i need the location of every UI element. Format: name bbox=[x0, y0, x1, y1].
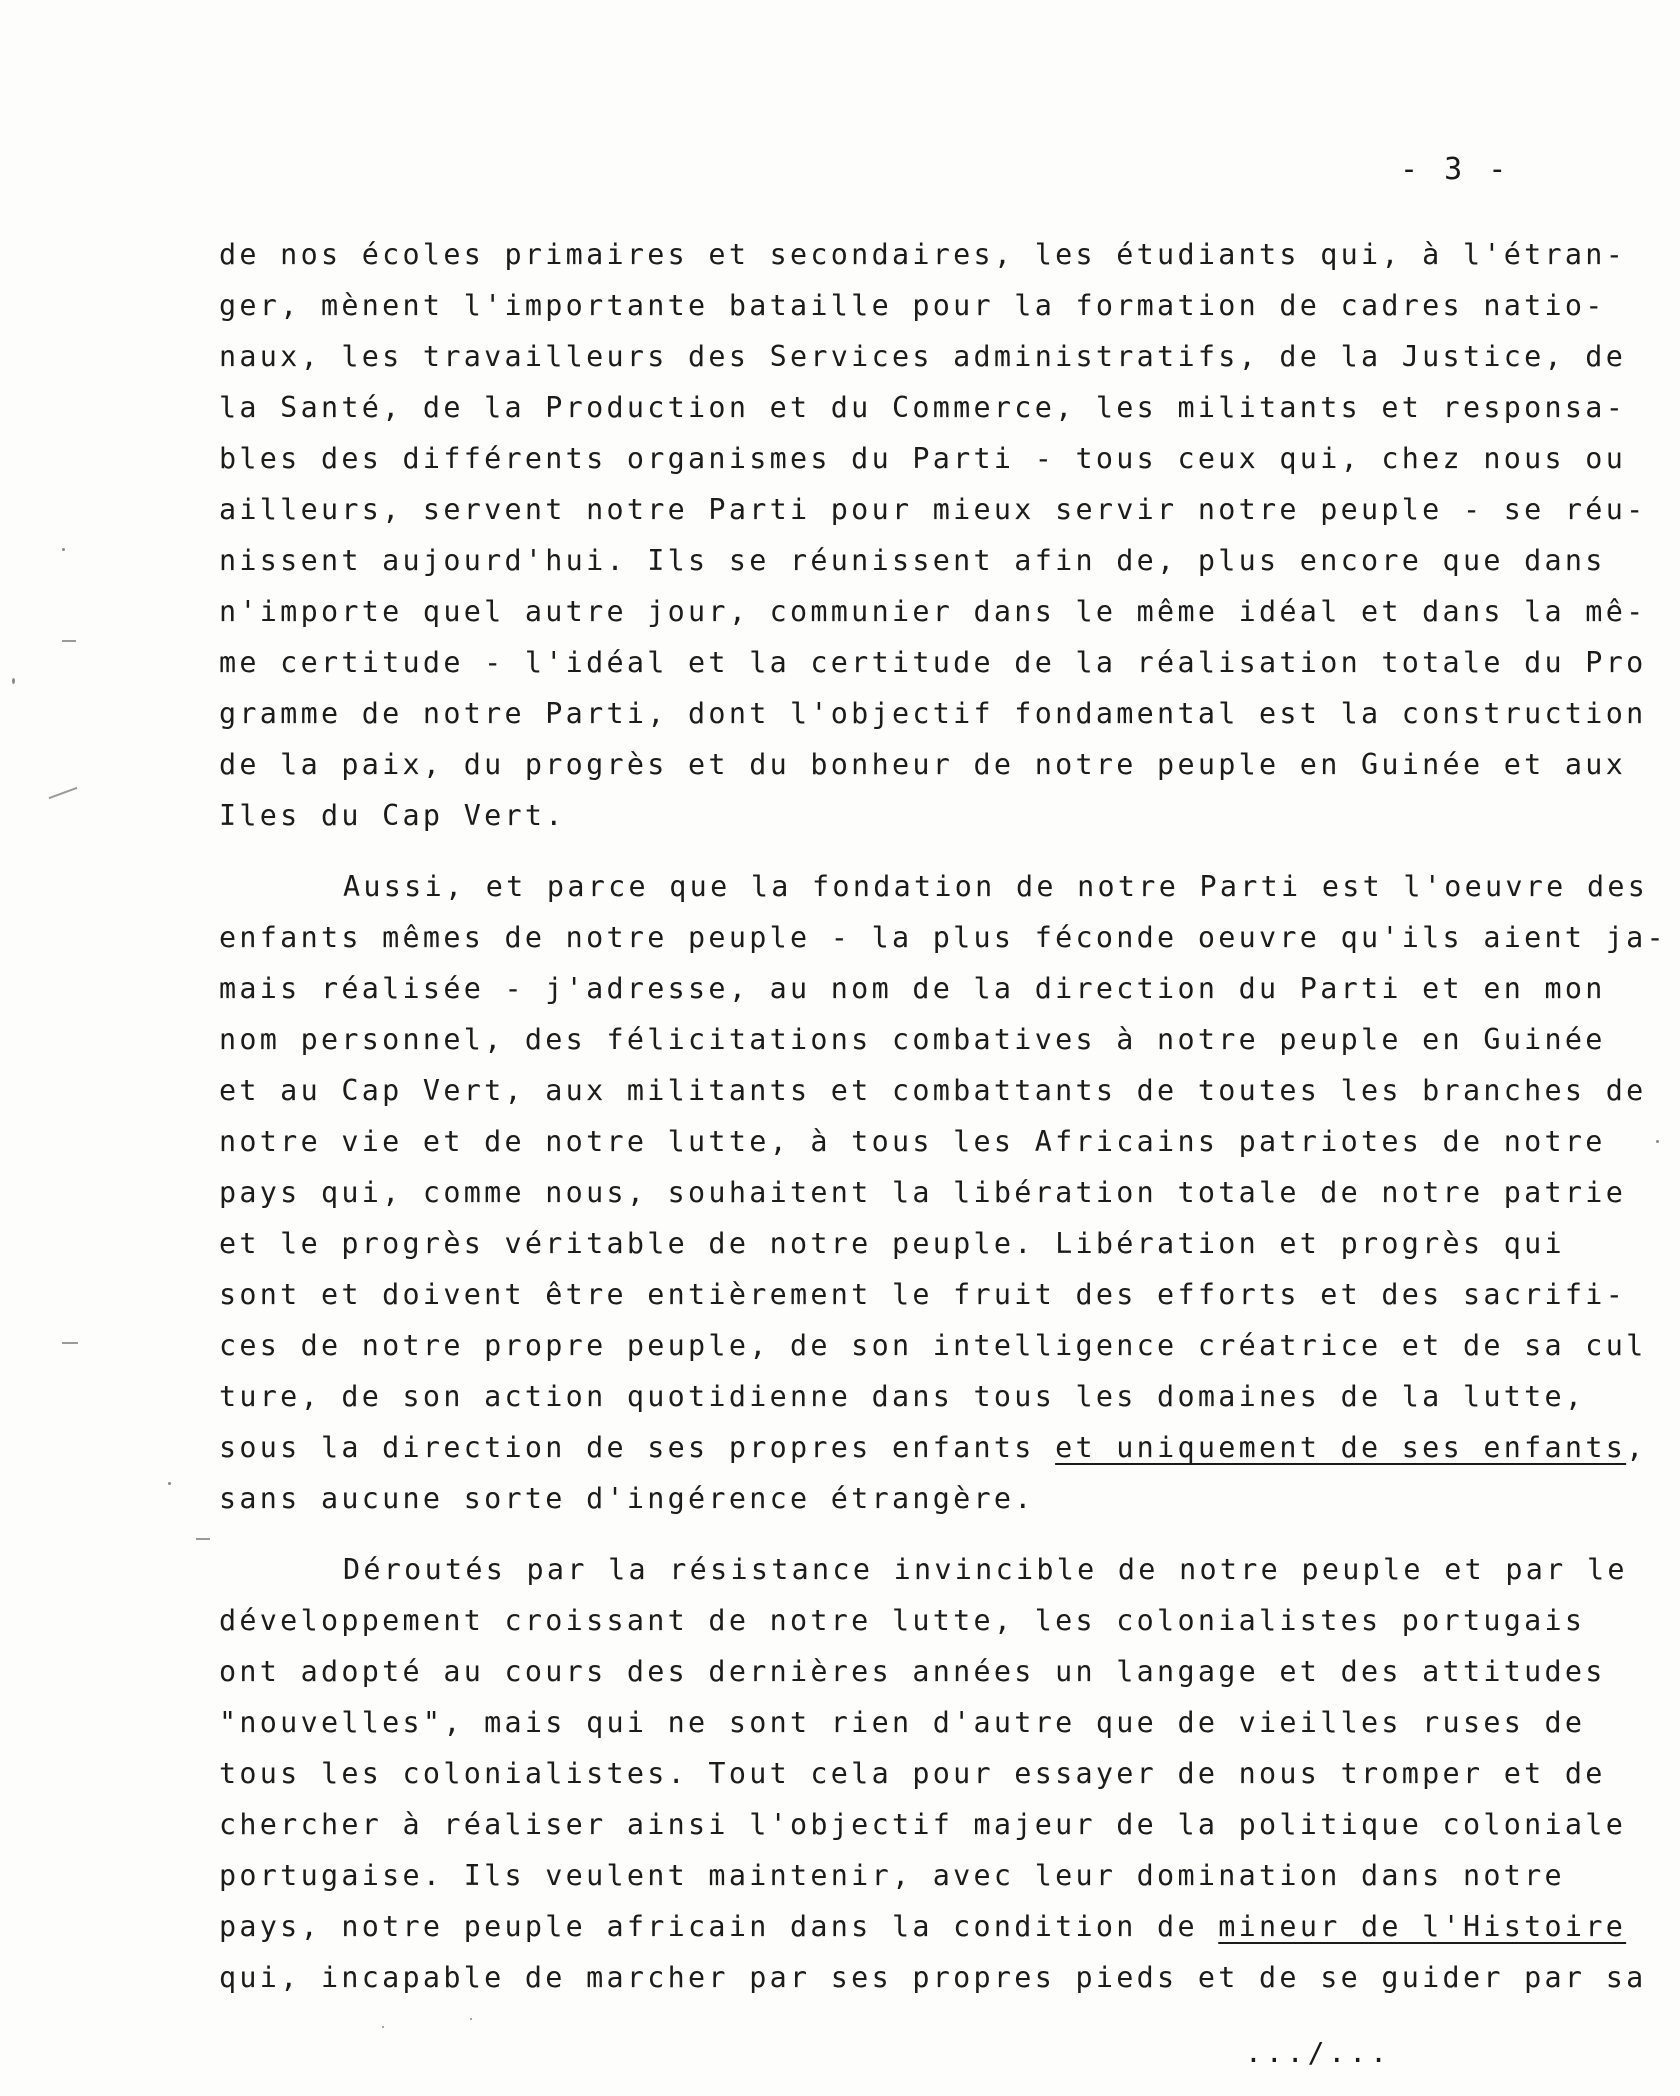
text-line: nom personnel, des félicitations combatives à notre peuple en Guinée bbox=[219, 1023, 1606, 1056]
text-line: et le progrès véritable de notre peuple. Libération et progrès qui bbox=[219, 1227, 1565, 1260]
text-line: développement croissant de notre lutte, les colonialistes portugais bbox=[219, 1604, 1586, 1637]
paragraph-1 bbox=[219, 229, 1647, 841]
scan-artifact-speck bbox=[470, 2018, 472, 2020]
scan-artifact-speck bbox=[1656, 1140, 1659, 1143]
text-line bbox=[219, 1901, 1627, 1952]
text-line: Aussi, et parce que la fondation de notre Parti est l'oeuvre des bbox=[343, 870, 1649, 903]
text-line: nissent aujourd'hui. Ils se réunissent afin de, plus encore que dans bbox=[219, 544, 1606, 577]
text-line: ces de notre propre peuple, de son intelligence créatrice et de sa cul bbox=[219, 1329, 1647, 1362]
continuation-marker: .../... bbox=[1245, 2036, 1392, 2069]
text-line: Iles du Cap Vert. bbox=[219, 799, 566, 832]
text-line: sont et doivent être entièrement le fruit des efforts et des sacrifi- bbox=[219, 1278, 1627, 1311]
underlined-phrase: et uniquement de ses enfants bbox=[1055, 1431, 1627, 1464]
text-line: et au Cap Vert, aux militants et combattants de toutes les branches de bbox=[219, 1074, 1647, 1107]
scan-artifact-speck bbox=[12, 678, 15, 684]
page-number: - 3 - bbox=[1400, 152, 1511, 187]
text-line: naux, les travailleurs des Services administratifs, de la Justice, de bbox=[219, 340, 1627, 373]
document-body bbox=[219, 229, 1667, 2003]
text-line: bles des différents organismes du Parti - tous ceux qui, chez nous ou bbox=[219, 442, 1627, 475]
text-line: de la paix, du progrès et du bonheur de notre peuple en Guinée et aux bbox=[219, 748, 1627, 781]
scan-artifact-speck bbox=[62, 548, 65, 551]
scan-artifact-mark bbox=[196, 1538, 210, 1540]
text-line: pays qui, comme nous, souhaitent la libération totale de notre patrie bbox=[219, 1176, 1627, 1209]
text-line: ger, mènent l'importante bataille pour la formation de cadres natio- bbox=[219, 289, 1606, 322]
paragraph-3 bbox=[219, 1544, 1647, 2003]
text-line: qui, incapable de marcher par ses propres pieds et de se guider par sa bbox=[219, 1961, 1647, 1994]
text-line: portugaise. Ils veulent maintenir, avec leur domination dans notre bbox=[219, 1859, 1565, 1892]
text-line: notre vie et de notre lutte, à tous les Africains patriotes de notre bbox=[219, 1125, 1606, 1158]
text-line: chercher à réaliser ainsi l'objectif majeur de la politique coloniale bbox=[219, 1808, 1627, 1841]
paragraph-2 bbox=[219, 861, 1667, 1524]
text-line bbox=[219, 1422, 1647, 1473]
underlined-phrase: mineur de l'Histoire bbox=[1218, 1910, 1627, 1943]
scan-artifact-speck bbox=[382, 2026, 384, 2028]
scan-artifact-mark bbox=[49, 787, 78, 799]
text-line: ture, de son action quotidienne dans tous les domaines de la lutte, bbox=[219, 1380, 1586, 1413]
text-line: n'importe quel autre jour, communier dans le même idéal et dans la mê- bbox=[219, 595, 1647, 628]
text-line: gramme de notre Parti, dont l'objectif fondamental est la construction bbox=[219, 697, 1647, 730]
text-line: enfants mêmes de notre peuple - la plus féconde oeuvre qu'ils aient ja- bbox=[219, 921, 1667, 954]
scan-artifact-mark bbox=[62, 1342, 78, 1344]
text-line: Déroutés par la résistance invincible de notre peuple et par le bbox=[343, 1553, 1628, 1586]
scan-artifact-speck bbox=[168, 1482, 171, 1485]
text-line: "nouvelles", mais qui ne sont rien d'autre que de vieilles ruses de bbox=[219, 1706, 1586, 1739]
text-segment: pays, notre peuple africain dans la condition de bbox=[219, 1910, 1219, 1943]
text-line: ont adopté au cours des dernières années un langage et des attitudes bbox=[219, 1655, 1606, 1688]
text-line: sans aucune sorte d'ingérence étrangère. bbox=[219, 1482, 1035, 1515]
scan-artifact-mark bbox=[62, 640, 76, 642]
text-segment: sous la direction de ses propres enfants bbox=[219, 1431, 1056, 1464]
text-segment: , bbox=[1626, 1431, 1647, 1464]
text-line: de nos écoles primaires et secondaires, les étudiants qui, à l'étran- bbox=[219, 238, 1627, 271]
text-line: tous les colonialistes. Tout cela pour essayer de nous tromper et de bbox=[219, 1757, 1606, 1790]
text-line: ailleurs, servent notre Parti pour mieux servir notre peuple - se réu- bbox=[219, 493, 1647, 526]
text-line: me certitude - l'idéal et la certitude de la réalisation totale du Pro bbox=[219, 646, 1647, 679]
text-line: la Santé, de la Production et du Commerce, les militants et responsa- bbox=[219, 391, 1627, 424]
text-line: mais réalisée - j'adresse, au nom de la direction du Parti et en mon bbox=[219, 972, 1606, 1005]
